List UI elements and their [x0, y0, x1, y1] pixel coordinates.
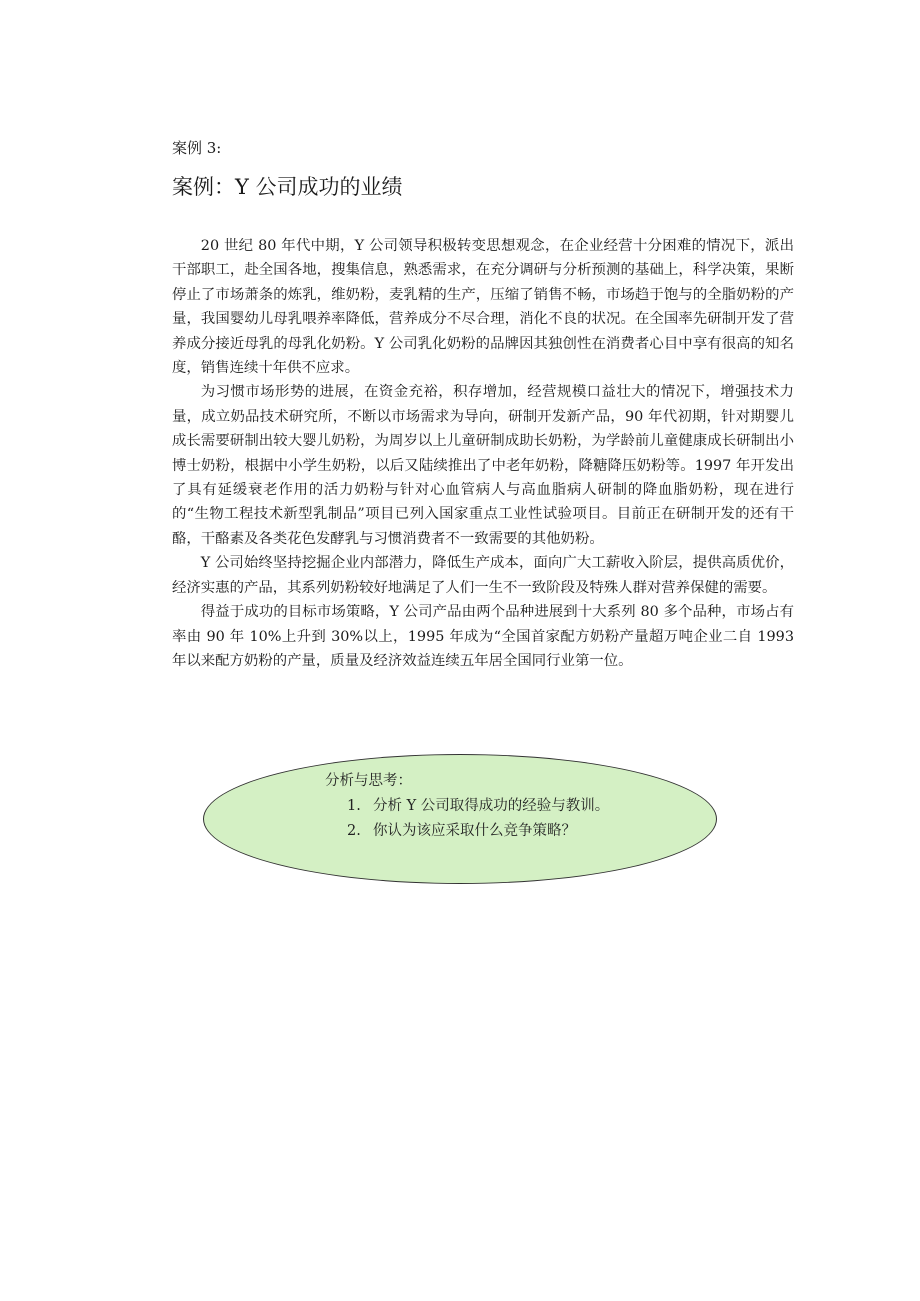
- case-title: 案例：Y 公司成功的业绩: [172, 175, 403, 199]
- analysis-heading: 分析与思考：: [325, 773, 412, 789]
- question-number: 1.: [347, 798, 361, 814]
- question-number: 2.: [347, 823, 361, 839]
- body-paragraph: 20 世纪 80 年代中期，Y 公司领导积极转变思想观念，在企业经营十分困难的情况下，派出干部职工，赴全国各地，搜集信息，熟悉需求，在充分调研与分析预测的基础上，科学决策，果断停止了市场萧条的炼乳，维奶粉，麦乳精的生产，压缩了销售不畅，市场趋于饱与的全脂奶粉的产量，我国婴幼儿母乳喂养率降低，营养成分不尽合理，消化不良的状况。在全国率先研制开发了营养成分接近母乳的母乳化奶粉。Y 公司乳化奶粉的品牌因其独创性在消费者心目中享有很高的知名度，销售连续十年供不应求。: [172, 238, 794, 377]
- analysis-box: [325, 769, 609, 844]
- question-item: [347, 794, 609, 819]
- case-number-label: 案例 3:: [172, 139, 222, 157]
- body-paragraph: Y 公司始终坚持挖掘企业内部潜力，降低生产成本，面向广大工薪收入阶层，提供高质优价，经济实惠的产品，其系列奶粉较好地满足了人们一生不一致阶段及特殊人群对营养保健的需要。: [172, 555, 794, 596]
- body-paragraph: 为习惯市场形势的进展，在资金充裕，积存增加，经营规模口益壮大的情况下，增强技术力量，成立奶品技术研究所，不断以市场需求为导向，研制开发新产品，90 年代初期，针对期婴儿成长需要研制出较大婴儿奶粉，为周岁以上儿童研制成助长奶粉，为学龄前儿童健康成长研制出小博士奶粉，根据中小学生奶粉，以后又陆续推出了中老年奶粉，降糖降压奶粉等。1997 年开发出了具有延缓衰老作用的活力奶粉与针对心血管病人与高血脂病人研制的降血脂奶粉，现在进行的“生物工程技术新型乳制品”项目已列入国家重点工业性试验项目。目前正在研制开发的还有干酪，干酪素及各类花色发酵乳与习惯消费者不一致需要的其他奶粉。: [172, 384, 794, 547]
- question-list: [325, 794, 609, 844]
- question-item: [347, 819, 609, 844]
- case-body: [172, 234, 794, 673]
- question-text: 分析 Y 公司取得成功的经验与教训。: [373, 798, 610, 814]
- question-text: 你认为该应采取什么竞争策略？: [373, 823, 576, 839]
- body-paragraph: 得益于成功的目标市场策略，Y 公司产品由两个品种进展到十大系列 80 多个品种，市场占有率由 90 年 10%上升到 30%以上，1995 年成为“全国首家配方奶粉产量超万吨企业二自 1993 年以来配方奶粉的产量，质量及经济效益连续五年居全国同行业第一位。: [172, 604, 794, 669]
